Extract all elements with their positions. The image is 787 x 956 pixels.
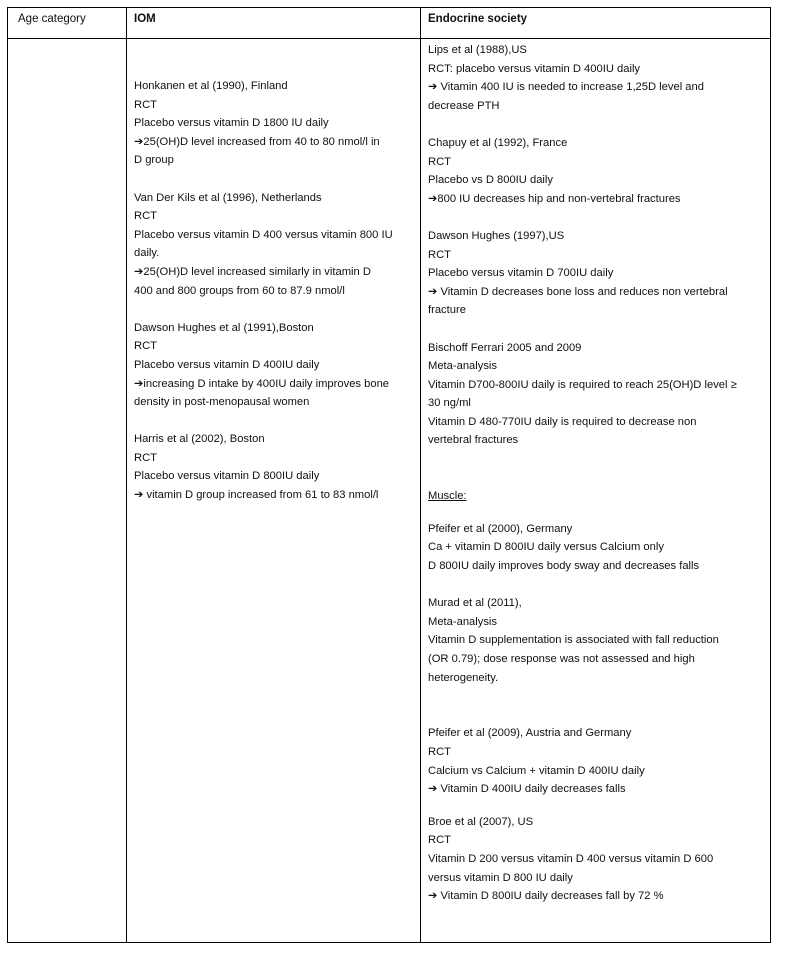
study-line: Vitamin D 200 versus vitamin D 400 versus vitamin D 600	[428, 852, 714, 865]
study-line: daily.	[134, 247, 160, 260]
study-line: Calcium vs Calcium + vitamin D 400IU daily	[428, 764, 645, 777]
endocrine-study	[428, 134, 737, 208]
muscle-study	[428, 520, 737, 576]
study-line: fracture	[428, 304, 466, 317]
column-divider-1	[126, 8, 127, 942]
study-line: Meta-analysis	[428, 615, 498, 628]
study-line: ➔25(OH)D level increased similarly in vitamin D	[134, 265, 371, 278]
evidence-table	[7, 7, 771, 943]
study-line: RCT	[134, 340, 157, 353]
study-line: Murad et al (2011),	[428, 597, 522, 610]
study-line: RCT	[134, 98, 157, 111]
study-line: RCT	[134, 210, 157, 223]
study-line: density in post-menopausal women	[134, 396, 310, 409]
endocrine-column	[428, 41, 737, 906]
study-line: Ca + vitamin D 800IU daily versus Calcium only	[428, 541, 664, 554]
study-line: ➔ vitamin D group increased from 61 to 83 nmol/l	[134, 489, 379, 502]
endocrine-study	[428, 227, 737, 320]
study-line: ➔ Vitamin D 800IU daily decreases fall by 72 %	[428, 890, 664, 903]
muscle-study	[428, 724, 737, 798]
study-line: ➔ Vitamin D 400IU daily decreases falls	[428, 783, 626, 796]
study-line: (OR 0.79); dose response was not assessed and high	[428, 653, 695, 665]
header-age-category: Age category	[18, 13, 86, 25]
study-line: ➔800 IU decreases hip and non-vertebral fractures	[428, 192, 681, 205]
study-line: 400 and 800 groups from 60 to 87.9 nmol/l	[134, 284, 345, 297]
header-iom: IOM	[134, 13, 156, 25]
study-line: vertebral fractures	[428, 434, 519, 447]
study-line: D group	[134, 154, 174, 167]
study-line: Placebo versus vitamin D 400 versus vitamin 800 IU	[134, 228, 393, 241]
study-line: ➔ Vitamin D decreases bone loss and reduces non vertebral	[428, 285, 728, 298]
study-line: Placebo vs D 800IU daily	[428, 174, 553, 187]
muscle-study	[428, 594, 737, 687]
study-line: Pfeifer et al (2009), Austria and Germany	[428, 727, 632, 740]
study-line: Bischoff Ferrari 2005 and 2009	[428, 341, 582, 354]
endocrine-study	[428, 339, 737, 451]
header-endocrine-society: Endocrine society	[428, 13, 528, 25]
study-line: ➔increasing D intake by 400IU daily improves bone	[134, 377, 390, 390]
endocrine-study	[428, 41, 737, 115]
study-line: ➔25(OH)D level increased from 40 to 80 nmol/l in	[134, 135, 380, 148]
study-line: Chapuy et al (1992), France	[428, 136, 568, 149]
study-line: Vitamin D supplementation is associated with fall reduction	[428, 634, 719, 647]
iom-column	[134, 77, 393, 505]
study-line: Lips et al (1988),US	[428, 44, 527, 56]
muscle-study	[428, 813, 737, 906]
study-line: RCT	[134, 451, 157, 464]
study-line: Honkanen et al (1990), Finland	[134, 80, 288, 92]
study-line: Vitamin D 480-770IU daily is required to decrease non	[428, 415, 697, 428]
study-line: Broe et al (2007), US	[428, 815, 534, 828]
study-line: heterogeneity.	[428, 671, 499, 684]
iom-study	[134, 319, 393, 412]
study-line: Placebo versus vitamin D 800IU daily	[134, 470, 320, 483]
study-line: Placebo versus vitamin D 1800 IU daily	[134, 117, 329, 130]
study-line: RCT	[428, 834, 451, 847]
study-line: versus vitamin D 800 IU daily	[428, 871, 573, 884]
study-line: RCT: placebo versus vitamin D 400IU daily	[428, 62, 641, 75]
study-line: Van Der Kils et al (1996), Netherlands	[134, 191, 322, 204]
study-line: Harris et al (2002), Boston	[134, 433, 265, 446]
study-line: RCT	[428, 155, 451, 168]
header-divider	[8, 38, 770, 39]
study-line: 30 ng/ml	[428, 397, 471, 410]
iom-study	[134, 189, 393, 301]
iom-study	[134, 77, 393, 170]
study-line: RCT	[428, 248, 451, 261]
study-line: Meta-analysis	[428, 360, 498, 373]
study-line: Placebo versus vitamin D 700IU daily	[428, 267, 614, 280]
study-line: D 800IU daily improves body sway and decreases falls	[428, 560, 700, 573]
study-line: RCT	[428, 745, 451, 758]
iom-study	[134, 430, 393, 504]
study-line: Vitamin D700-800IU daily is required to reach 25(OH)D level ≥	[428, 378, 737, 391]
study-line: decrease PTH	[428, 99, 500, 112]
study-line: ➔ Vitamin 400 IU is needed to increase 1,25D level and	[428, 81, 704, 94]
column-divider-2	[420, 8, 421, 942]
study-line: Placebo versus vitamin D 400IU daily	[134, 358, 320, 371]
study-line: Pfeifer et al (2000), Germany	[428, 522, 573, 535]
study-line: Dawson Hughes (1997),US	[428, 229, 565, 242]
muscle-heading: Muscle:	[428, 490, 467, 503]
study-line: Dawson Hughes et al (1991),Boston	[134, 321, 314, 334]
